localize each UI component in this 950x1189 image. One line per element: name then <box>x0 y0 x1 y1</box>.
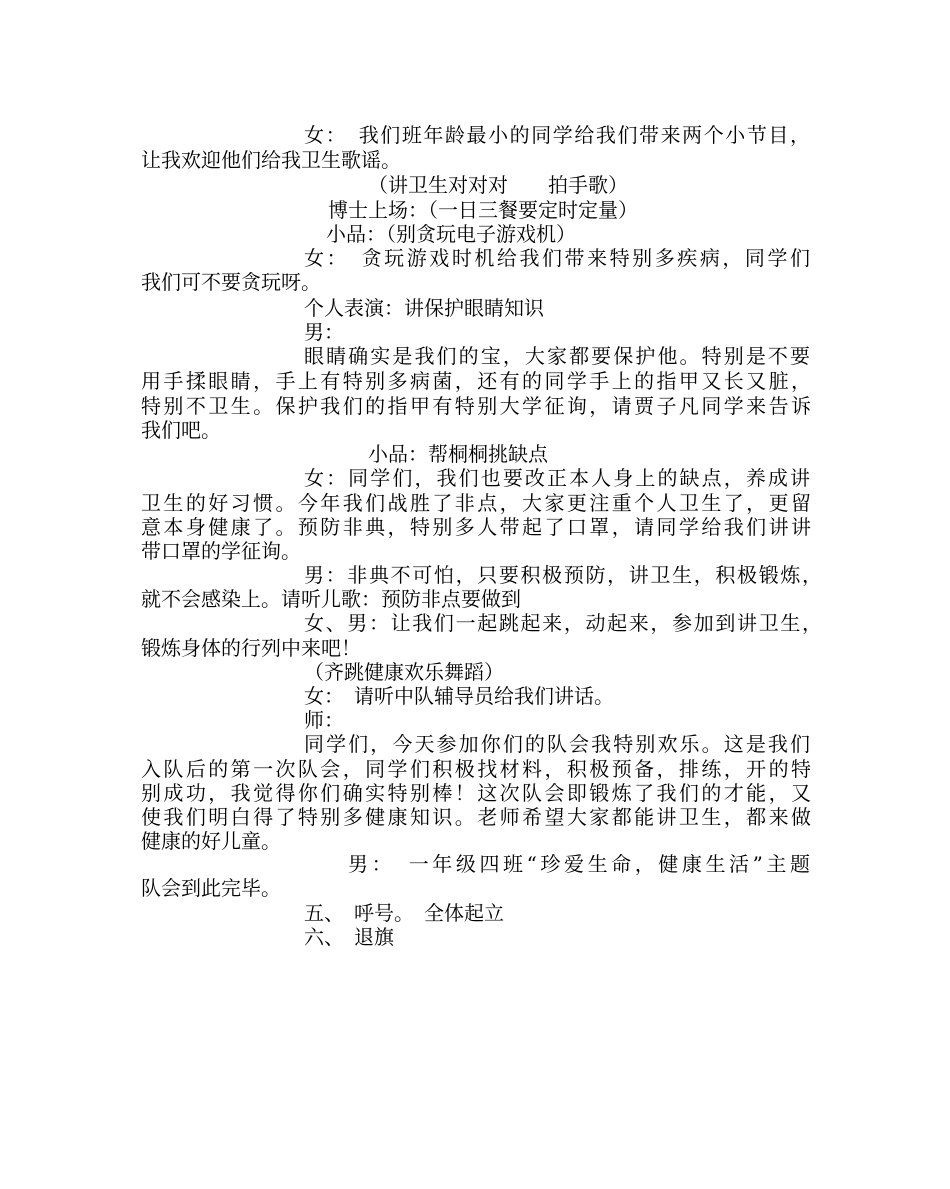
text-line: 女： 我们班年龄最小的同学给我们带来两个小节目， <box>304 123 810 147</box>
text-line: 女、男：让我们一起跳起来，动起来，参加到讲卫生， <box>304 611 822 635</box>
text-line: 博士上场：（一日三餐要定时定量） <box>328 198 638 222</box>
text-line: 眼睛确实是我们的宝，大家都要保护他。特别是不要 <box>304 344 810 368</box>
text-line: 意本身健康了。预防非典，特别多人带起了口罩，请同学给我们讲讲 <box>141 515 811 539</box>
text-line: （讲卫生对对对 拍手歌） <box>368 173 628 197</box>
text-line: 入队后的第一次队会，同学们积极找材料，积极预备，排练，开的特 <box>141 757 811 781</box>
text-line: 女：同学们，我们也要改正本人身上的缺点，养成讲 <box>304 466 810 490</box>
text-line: 小品：帮桐桐挑缺点 <box>368 442 548 466</box>
text-line: 女： 贪玩游戏时机给我们带来特别多疾病，同学们 <box>304 246 810 270</box>
text-line: 师： <box>304 708 344 732</box>
text-line: 就不会感染上。请听儿歌：预防非点要做到 <box>141 587 521 611</box>
text-line: 让我欢迎他们给我卫生歌谣。 <box>141 148 401 172</box>
text-line: 男： <box>304 320 344 344</box>
text-line: 卫生的好习惯。今年我们战胜了非点，大家更注重个人卫生了，更留 <box>141 491 811 515</box>
text-line: 五、 呼号。 全体起立 <box>304 901 504 925</box>
text-line: 特别不卫生。保护我们的指甲有特别大学征询，请贾子凡同学来告诉 <box>141 394 811 418</box>
text-line: 队会到此完毕。 <box>141 876 281 900</box>
text-line: 男： 一年级四班“珍爱生命，健康生活”主题 <box>348 852 810 876</box>
text-line: 我们吧。 <box>141 418 221 442</box>
text-line: 别成功，我觉得你们确实特别棒！这次队会即锻炼了我们的才能，又 <box>141 781 811 805</box>
text-line: 个人表演：讲保护眼睛知识 <box>304 296 544 320</box>
text-line: 健康的好儿童。 <box>141 829 281 853</box>
text-line: 使我们明白得了特别多健康知识。老师希望大家都能讲卫生，都来做 <box>141 805 811 829</box>
text-line: 六、 退旗 <box>304 925 394 949</box>
text-line: 小品：（别贪玩电子游戏机） <box>326 222 576 246</box>
text-line: 同学们，今天参加你们的队会我特别欢乐。这是我们 <box>304 732 810 756</box>
text-line: （齐跳健康欢乐舞蹈） <box>304 660 504 684</box>
text-line: 女： 请听中队辅导员给我们讲话。 <box>304 684 614 708</box>
text-line: 锻炼身体的行列中来吧！ <box>141 636 361 660</box>
text-line: 用手揉眼睛，手上有特别多病菌，还有的同学手上的指甲又长又脏， <box>141 369 811 393</box>
text-line: 带口罩的学征询。 <box>141 539 301 563</box>
text-line: 我们可不要贪玩呀。 <box>141 270 321 294</box>
text-line: 男：非典不可怕，只要积极预防，讲卫生，积极锻炼， <box>304 563 822 587</box>
